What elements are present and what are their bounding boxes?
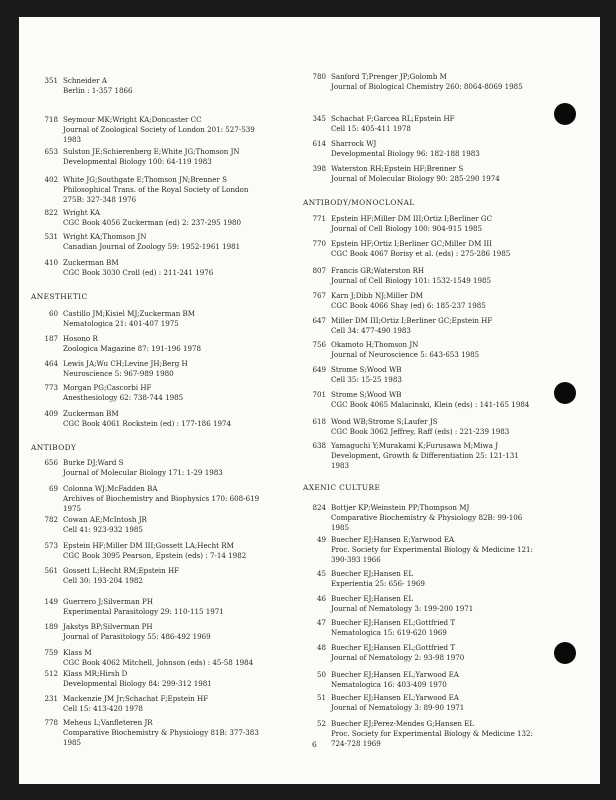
reference-line: Buecher EJ;Hansen EL;Gottfried T [331, 643, 456, 652]
reference-line: Proc. Society for Experimental Biology & Medicine 121: [331, 545, 533, 555]
reference-line: Journal of Zoological Society of London 201: 527-539 [63, 125, 255, 135]
reference-line: CGC Book 3095 Pearson, Epstein (eds) : 7-14 1982 [63, 551, 247, 561]
reference-entry [44, 669, 212, 689]
reference-number: 351 [44, 76, 58, 85]
reference-entry [44, 383, 184, 403]
reference-number: 231 [44, 694, 58, 703]
reference-line: Karn J;Dibb NJ;Miller DM [331, 291, 424, 300]
reference-line: 275B: 327-348 1976 [63, 195, 137, 205]
reference-entry [44, 566, 180, 586]
reference-entry [312, 164, 500, 184]
reference-line: Yamaguchi Y;Murakami K;Furusawa M;Miwa J [331, 441, 499, 450]
reference-line: CGC Book 4065 Malacinski, Klein (eds) : 141-165 1984 [331, 400, 530, 410]
reference-line: CGC Book 3030 Croll (ed) : 211-241 1976 [63, 268, 214, 278]
reference-line: Nematologica 21: 401-407 1975 [63, 319, 179, 329]
reference-line: Berlin : 1-357 1866 [63, 86, 133, 96]
reference-line: Developmental Biology 84: 299-312 1981 [63, 679, 212, 689]
reference-entry [44, 648, 254, 668]
reference-entry [312, 291, 486, 311]
reference-number: 531 [44, 232, 58, 241]
reference-number: 45 [316, 569, 326, 578]
reference-line: Cell 41: 923-932 1985 [63, 525, 143, 535]
reference-number: 60 [48, 309, 58, 318]
reference-line: Canadian Journal of Zoology 59: 1952-1961 1981 [63, 242, 241, 252]
reference-line: Neuroscience 5: 967-989 1980 [63, 369, 174, 379]
reference-number: 767 [312, 291, 326, 300]
reference-line: Lewis JA;Wu CH;Levine JH;Berg H [63, 359, 188, 368]
binder-hole-middle [554, 382, 576, 404]
reference-line: Burke DJ;Ward S [63, 458, 124, 467]
reference-line: Okamoto H;Thomson JN [331, 340, 419, 349]
reference-entry [44, 458, 223, 478]
reference-line: 1985 [331, 523, 350, 533]
reference-line: Experimental Parasitology 29: 110-115 1971 [63, 607, 224, 617]
reference-number: 46 [316, 594, 326, 603]
reference-entry [44, 175, 249, 206]
reference-entry [312, 365, 402, 385]
reference-line: Comparative Biochemistry & Physiology 81B: 377-383 [63, 728, 259, 738]
reference-number: 48 [316, 643, 326, 652]
reference-line: CGC Book 4067 Borisy et al. (eds) : 275-286 1985 [331, 249, 511, 259]
reference-line: Strome S;Wood WB [331, 365, 402, 374]
binder-hole-top [554, 103, 576, 125]
reference-number: 778 [44, 718, 58, 727]
reference-number: 51 [316, 693, 326, 702]
reference-line: Developmental Biology 96: 182-188 1983 [331, 149, 480, 159]
reference-entry [44, 541, 247, 561]
reference-line: Philosophical Trans. of the Royal Society of London [63, 185, 249, 195]
reference-line: Cell 30: 193-204 1982 [63, 576, 143, 586]
reference-line: Zoologica Magazine 87: 191-196 1978 [63, 344, 202, 354]
document-page [19, 17, 600, 784]
reference-line: White JG;Southgate E;Thomson JN;Brenner S [63, 175, 227, 184]
reference-line: Anesthesiology 62: 738-744 1985 [63, 393, 184, 403]
reference-line: Journal of Neuroscience 5: 643-653 1985 [331, 350, 480, 360]
page-number: 6 [312, 740, 317, 749]
reference-line: Morgan PG;Cascorbi HF [63, 383, 152, 392]
reference-number: 187 [44, 334, 58, 343]
reference-number: 647 [312, 316, 326, 325]
reference-line: Guerrero J;Silverman PH [63, 597, 154, 606]
reference-line: Journal of Parasitology 55: 486-492 1969 [63, 632, 211, 642]
reference-entry [312, 214, 493, 234]
reference-number: 780 [312, 72, 326, 81]
reference-number: 47 [316, 618, 326, 627]
reference-number: 649 [312, 365, 326, 374]
reference-number: 69 [48, 484, 58, 493]
reference-line: Klass MR;Hirsh D [63, 669, 128, 678]
reference-line: Castillo JM;Kisiel MJ;Zuckerman BM [63, 309, 195, 318]
reference-entry [316, 693, 465, 713]
reference-number: 561 [44, 566, 58, 575]
reference-entry [44, 334, 202, 354]
reference-entry [44, 718, 259, 749]
reference-line: Comparative Biochemistry & Physiology 82B: 99-106 [331, 513, 523, 523]
reference-line: CGC Book 3062 Jeffrey, Raff (eds) : 221-239 1983 [331, 427, 510, 437]
reference-line: Epstein HF;Ortiz I;Berliner GC;Miller DM III [331, 239, 493, 248]
reference-entry [316, 670, 459, 690]
reference-entry [44, 409, 232, 429]
reference-number: 824 [312, 503, 326, 512]
reference-line: Gossett L;Hecht RM;Epstein HF [63, 566, 180, 575]
reference-entry [44, 258, 214, 278]
reference-line: Wright KA [63, 208, 100, 217]
reference-line: 724-728 1969 [331, 739, 381, 749]
reference-number: 52 [316, 719, 326, 728]
reference-line: Buecher EJ;Hansen EL [331, 569, 414, 578]
reference-entry [312, 390, 530, 410]
reference-line: Journal of Nematology 2: 93-98 1970 [331, 653, 465, 663]
reference-line: Archives of Biochemistry and Biophysics 170: 608-619 [63, 494, 260, 504]
reference-line: Zuckerman BM [63, 409, 119, 418]
reference-entry [312, 441, 519, 472]
reference-line: 1983 [331, 461, 350, 471]
reference-line: Miller DM III;Ortiz I;Berliner GC;Epstein HF [331, 316, 493, 325]
reference-line: Buecher EJ;Hansen EL [331, 594, 414, 603]
reference-line: Journal of Cell Biology 101: 1532-1549 1985 [331, 276, 492, 286]
reference-entry [316, 594, 474, 614]
reference-number: 512 [44, 669, 58, 678]
reference-line: 390-393 1966 [331, 555, 381, 565]
reference-number: 149 [44, 597, 58, 606]
reference-entry [312, 114, 455, 134]
reference-entry [312, 266, 492, 286]
reference-entry [312, 239, 511, 259]
reference-line: Cell 15: 413-420 1978 [63, 704, 143, 714]
reference-number: 759 [44, 648, 58, 657]
reference-line: Zuckerman BM [63, 258, 119, 267]
binder-hole-bottom [554, 642, 576, 664]
reference-entry [48, 484, 260, 515]
reference-line: Developmental Biology 100: 64-119 1983 [63, 157, 212, 167]
reference-entry [312, 72, 523, 92]
reference-line: Buecher EJ;Hansen EL;Yarwood EA [331, 693, 459, 702]
reference-line: Klass M [63, 648, 92, 657]
reference-entry [44, 147, 240, 167]
reference-line: Jakstys BP;Silverman PH [63, 622, 153, 631]
reference-entry [44, 208, 242, 228]
reference-line: Francis GR;Waterston RH [331, 266, 425, 275]
reference-entry [316, 535, 533, 566]
reference-number: 756 [312, 340, 326, 349]
reference-line: Development, Growth & Differentiation 25: 121-131 [331, 451, 519, 461]
reference-line: CGC Book 4056 Zuckerman (ed) 2: 237-295 1980 [63, 218, 242, 228]
reference-number: 409 [44, 409, 58, 418]
reference-line: Journal of Cell Biology 100: 904-915 1985 [331, 224, 483, 234]
reference-line: Cell 35: 15-25 1983 [331, 375, 402, 385]
reference-number: 410 [44, 258, 58, 267]
reference-line: Buecher EJ;Hansen EL;Gottfried T [331, 618, 456, 627]
reference-number: 402 [44, 175, 58, 184]
reference-line: Meheus L;Vanfleteren JR [63, 718, 153, 727]
reference-entry [316, 719, 533, 750]
reference-line: Mackenzie JM Jr;Schachat F;Epstein HF [63, 694, 209, 703]
reference-line: Epstein HF;Miller DM III;Ortiz I;Berliner GC [331, 214, 493, 223]
reference-entry [44, 622, 211, 642]
reference-line: 1975 [63, 504, 82, 514]
reference-number: 189 [44, 622, 58, 631]
reference-number: 573 [44, 541, 58, 550]
reference-number: 49 [316, 535, 326, 544]
reference-line: Journal of Nematology 3: 199-200 1971 [331, 604, 474, 614]
reference-entry [44, 359, 188, 379]
reference-number: 822 [44, 208, 58, 217]
reference-line: Journal of Nematology 3: 89-90 1971 [331, 703, 465, 713]
reference-entry [312, 340, 480, 360]
reference-line: Buecher EJ;Hansen E;Yarwood EA [331, 535, 455, 544]
reference-number: 464 [44, 359, 58, 368]
reference-entry [316, 569, 425, 589]
reference-line: Hosono R [63, 334, 98, 343]
reference-entry [44, 694, 209, 714]
reference-line: Cell 15: 405-411 1978 [331, 124, 411, 134]
reference-line: Wright KA;Thomson JN [63, 232, 147, 241]
reference-number: 701 [312, 390, 326, 399]
reference-number: 771 [312, 214, 326, 223]
reference-line: Experientia 25: 656- 1969 [331, 579, 425, 589]
reference-line: Seymour MK;Wright KA;Doncaster CC [63, 115, 202, 124]
reference-line: Colonna WJ;McFadden BA [63, 484, 158, 493]
reference-line: 1985 [63, 738, 82, 748]
reference-entry [44, 76, 133, 96]
reference-number: 638 [312, 441, 326, 450]
reference-number: 398 [312, 164, 326, 173]
reference-line: Cowan AE;McIntosh JR [63, 515, 147, 524]
reference-line: Proc. Society for Experimental Biology & Medicine 132: [331, 729, 533, 739]
reference-line: 1983 [63, 135, 82, 145]
reference-number: 614 [312, 139, 326, 148]
section-heading: ANTIBODY/MONOCLONAL [303, 198, 415, 207]
reference-line: Nematologica 16: 403-409 1970 [331, 680, 447, 690]
reference-line: Buecher EJ;Perez-Mendes G;Hansen EL [331, 719, 475, 728]
reference-line: Bottjer KP;Weinstein PP;Thompson MJ [331, 503, 470, 512]
reference-number: 718 [44, 115, 58, 124]
reference-line: CGC Book 4062 Mitchell, Johnson (eds) : 45-58 1984 [63, 658, 254, 668]
reference-line: Buecher EJ;Hansen EL;Yarwood EA [331, 670, 459, 679]
reference-number: 618 [312, 417, 326, 426]
reference-line: Sulston JE;Schierenberg E;White JG;Thomson JN [63, 147, 240, 156]
reference-number: 773 [44, 383, 58, 392]
reference-line: Journal of Molecular Biology 171: 1-29 1983 [63, 468, 223, 478]
section-heading: ANESTHETIC [31, 292, 88, 301]
reference-entry [44, 115, 255, 146]
section-heading: AXENIC CULTURE [303, 483, 381, 492]
reference-line: Sharrock WJ [331, 139, 377, 148]
reference-line: Sanford T;Prenger JP;Golomb M [331, 72, 447, 81]
reference-entry [312, 417, 510, 437]
reference-number: 807 [312, 266, 326, 275]
reference-number: 782 [44, 515, 58, 524]
reference-line: Waterston RH;Epstein HF;Brenner S [331, 164, 464, 173]
reference-entry [44, 597, 224, 617]
section-heading: ANTIBODY [31, 443, 77, 452]
reference-line: CGC Book 4066 Shay (ed) 6: 185-237 1985 [331, 301, 486, 311]
reference-entry [48, 309, 195, 329]
reference-entry [316, 643, 465, 663]
reference-line: Nematologica 15: 619-620 1969 [331, 628, 447, 638]
reference-number: 770 [312, 239, 326, 248]
reference-number: 656 [44, 458, 58, 467]
reference-line: Epstein HF;Miller DM III;Gossett LA;Hecht RM [63, 541, 234, 550]
reference-number: 653 [44, 147, 58, 156]
reference-entry [44, 515, 147, 535]
reference-entry [312, 139, 480, 159]
reference-line: Cell 34: 477-490 1983 [331, 326, 411, 336]
reference-line: Schachat F;Garcea RL;Epstein HF [331, 114, 455, 123]
reference-number: 345 [312, 114, 326, 123]
reference-line: Wood WB;Strome S;Laufer JS [331, 417, 438, 426]
reference-line: Journal of Molecular Biology 90: 285-290 1974 [331, 174, 500, 184]
reference-line: Schneider A [63, 76, 107, 85]
reference-entry [44, 232, 241, 252]
reference-entry [316, 618, 456, 638]
reference-entry [312, 316, 493, 336]
reference-line: Strome S;Wood WB [331, 390, 402, 399]
reference-entry [312, 503, 523, 534]
reference-line: CGC Book 4061 Rockstein (ed) : 177-186 1974 [63, 419, 232, 429]
reference-number: 50 [316, 670, 326, 679]
reference-line: Journal of Biological Chemistry 260: 8064-8069 1985 [331, 82, 523, 92]
